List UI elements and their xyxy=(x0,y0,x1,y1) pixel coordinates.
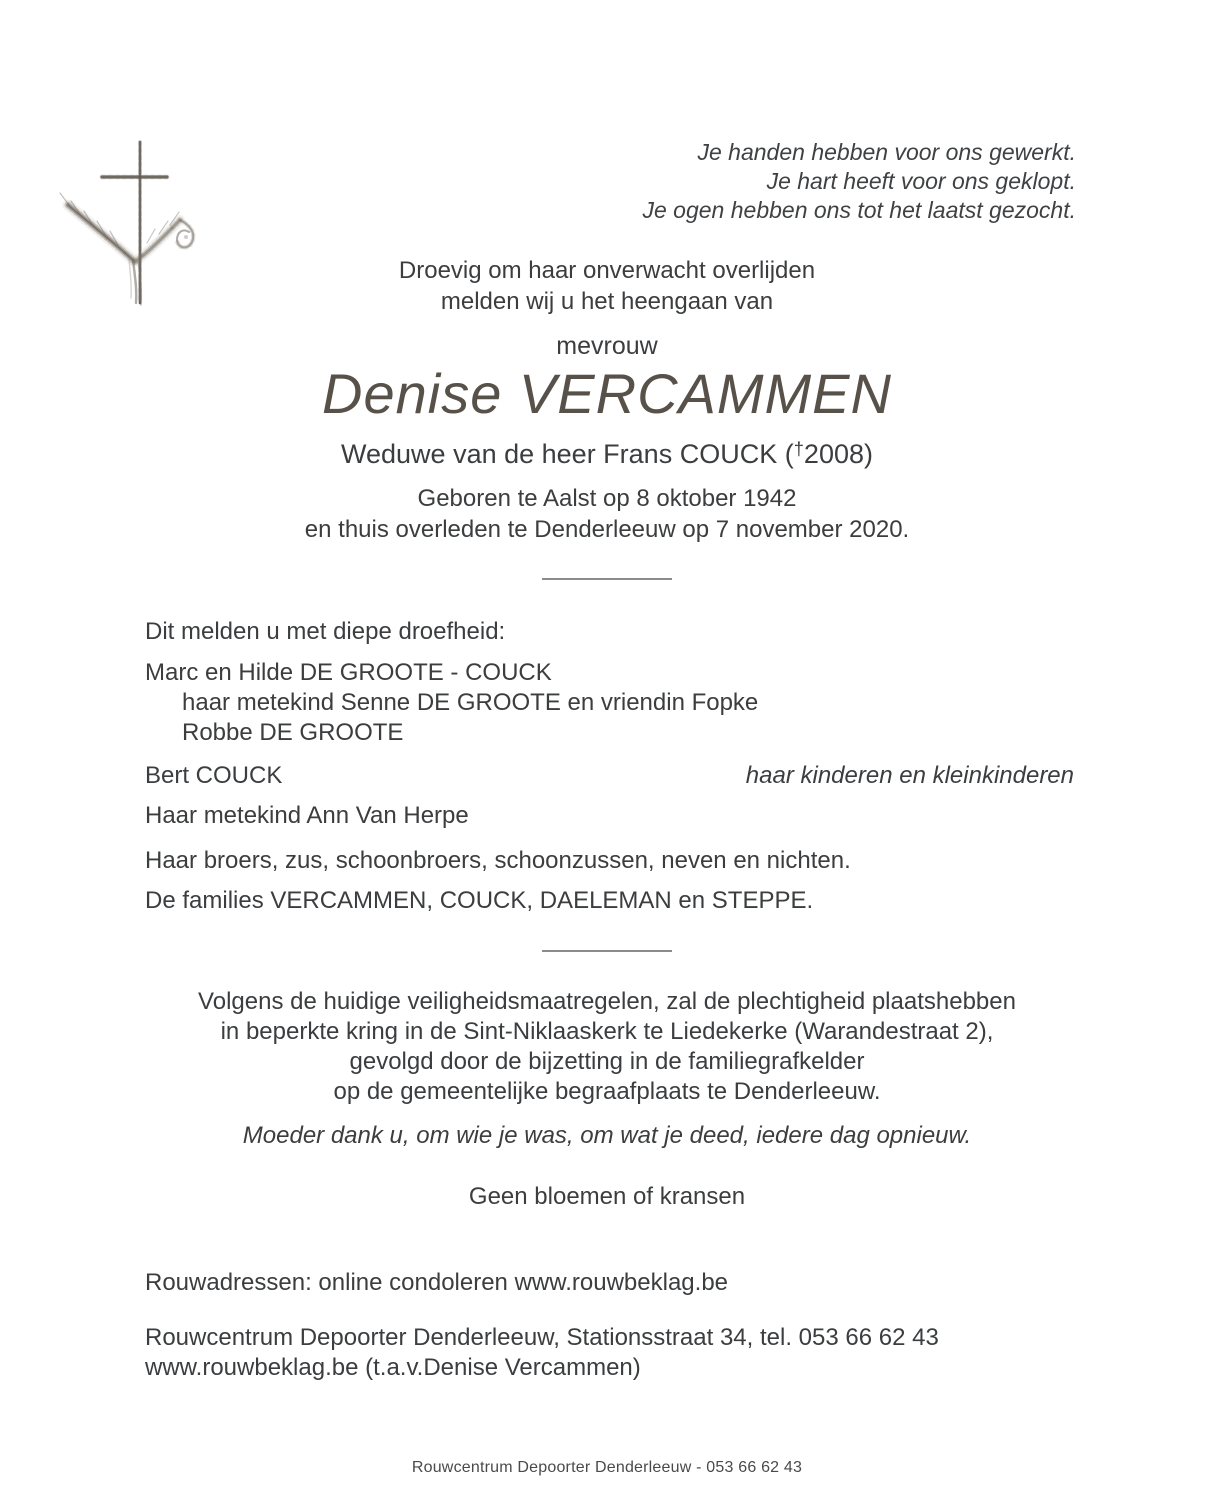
family-heading: Dit melden u met diepe droefheid: xyxy=(145,618,506,645)
dagger-symbol: † xyxy=(793,438,804,460)
widow-year: 2008) xyxy=(803,439,873,469)
family-entry-sub: haar metekind Senne DE GROOTE en vriendin Fopke xyxy=(182,689,759,716)
family-entry: Bert COUCK xyxy=(145,762,283,789)
intro-line: melden wij u het heengaan van xyxy=(440,288,774,315)
family-entry: Haar metekind Ann Van Herpe xyxy=(145,802,469,829)
widow-line xyxy=(0,439,1214,470)
death-line: en thuis overleden te Denderleeuw op 7 november 2020. xyxy=(304,516,910,543)
family-notice xyxy=(145,617,1074,916)
divider xyxy=(542,578,672,580)
funeral-home-line: Rouwcentrum Depoorter Denderleeuw, Stationsstraat 34, tel. 053 66 62 43 xyxy=(145,1324,939,1351)
salutation: mevrouw xyxy=(556,332,658,360)
attn-line: www.rouwbeklag.be (t.a.v.Denise Vercammen) xyxy=(145,1354,641,1381)
quote-line: Je hart heeft voor ons geklopt. xyxy=(766,168,1076,194)
birth-line: Geboren te Aalst op 8 oktober 1942 xyxy=(417,485,797,512)
contact-info xyxy=(145,1268,939,1383)
ceremony-info xyxy=(0,987,1214,1107)
deceased-name: Denise VERCAMMEN xyxy=(322,362,892,425)
announcement-intro xyxy=(0,255,1214,317)
ceremony-line: op de gemeentelijke begraafplaats te Denderleeuw. xyxy=(333,1078,881,1105)
family-entry-sub: Robbe DE GROOTE xyxy=(182,719,404,746)
relationship-note: haar kinderen en kleinkinderen xyxy=(745,762,1074,789)
ceremony-line: in beperkte kring in de Sint-Niklaaskerk te Liedekerke (Warandestraat 2), xyxy=(220,1018,994,1045)
widow-text: Weduwe van de heer Frans COUCK ( xyxy=(341,439,794,469)
memorial-quote xyxy=(643,138,1077,225)
ceremony-line: gevolgd door de bijzetting in de familiegrafkelder xyxy=(349,1048,865,1075)
tribute-line: Moeder dank u, om wie je was, om wat je deed, iedere dag opnieuw. xyxy=(242,1122,972,1149)
quote-line: Je handen hebben voor ons gewerkt. xyxy=(697,139,1076,165)
condolence-line: Rouwadressen: online condoleren www.rouwbeklag.be xyxy=(145,1269,729,1296)
no-flowers-line: Geen bloemen of kransen xyxy=(468,1183,746,1210)
intro-line: Droevig om haar onverwacht overlijden xyxy=(398,257,816,284)
life-dates xyxy=(0,483,1214,545)
family-entry-row xyxy=(145,761,1074,791)
family-entry: Haar broers, zus, schoonbroers, schoonzussen, neven en nichten. xyxy=(145,847,851,874)
family-entry: De families VERCAMMEN, COUCK, DAELEMAN en STEPPE. xyxy=(145,887,814,914)
family-entry: Marc en Hilde DE GROOTE - COUCK xyxy=(145,659,552,686)
quote-line: Je ogen hebben ons tot het laatst gezocht. xyxy=(642,197,1076,223)
footer-text: Rouwcentrum Depoorter Denderleeuw - 053 66 62 43 xyxy=(411,1459,803,1476)
ceremony-line: Volgens de huidige veiligheidsmaatregelen, zal de plechtigheid plaatshebben xyxy=(198,988,1016,1015)
divider xyxy=(542,950,672,952)
